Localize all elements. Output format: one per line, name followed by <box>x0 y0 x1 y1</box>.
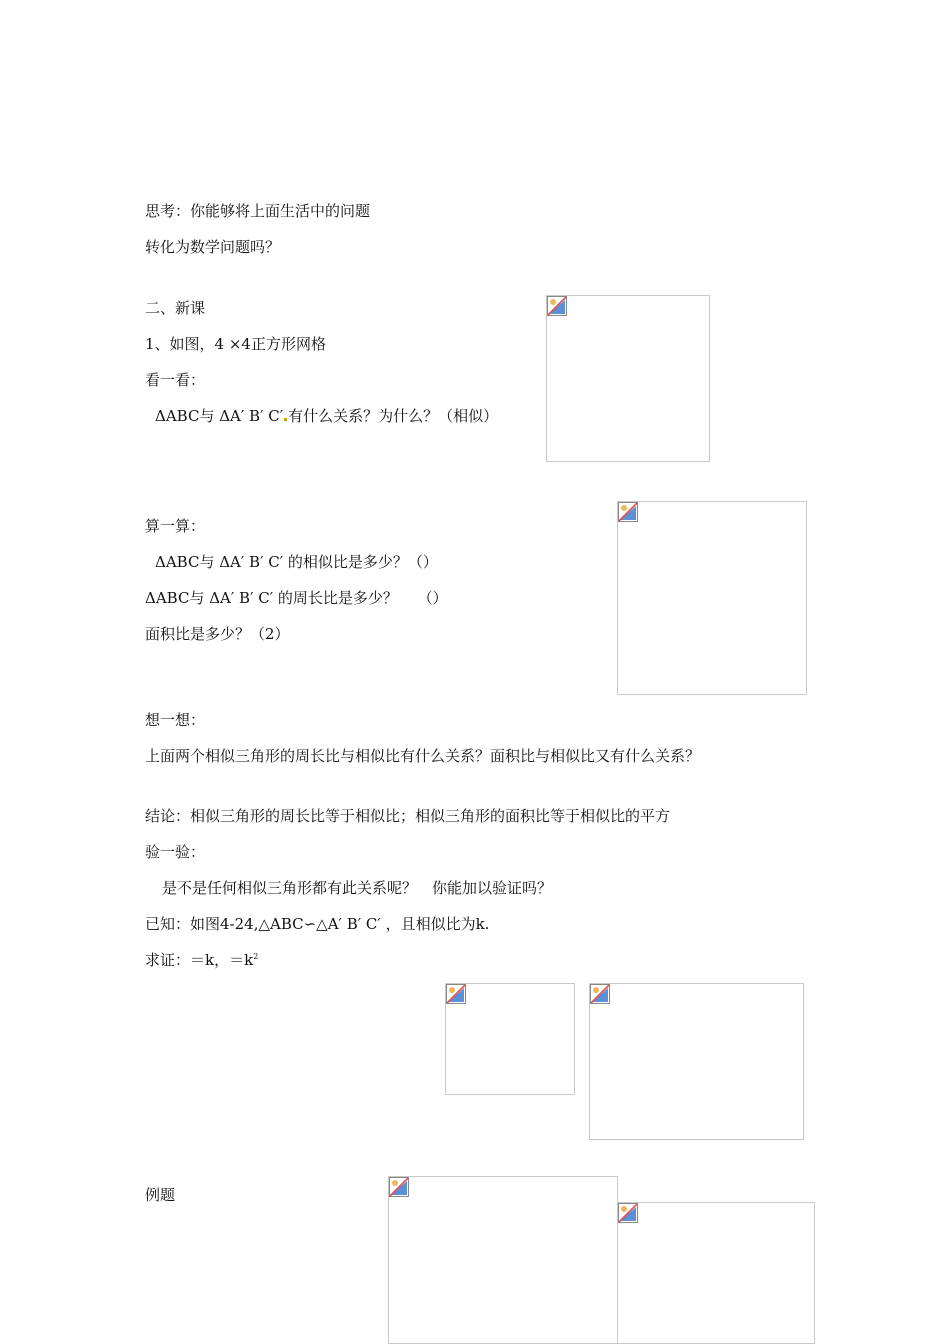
broken-image-icon <box>590 984 610 1004</box>
grid-item-1: 1、如图，4 ×4正方形网格 <box>145 335 326 353</box>
compute-label: 算一算： <box>145 517 206 535</box>
conclusion: 结论：相似三角形的周长比等于相似比；相似三角形的面积比等于相似比的平方 <box>145 807 671 825</box>
marker-dot <box>284 418 287 421</box>
section-heading-new-lesson: 二、新课 <box>145 299 206 317</box>
look-label: 看一看： <box>145 371 206 389</box>
broken-image-icon <box>547 296 567 316</box>
compute-question-3: 面积比是多少？（2） <box>145 625 290 643</box>
broken-image-icon <box>389 1177 409 1197</box>
prove-statement <box>145 950 258 970</box>
verify-question: 是不是任何相似三角形都有此关系呢？ 你能加以验证吗？ <box>162 879 553 897</box>
given-statement: 已知：如图4-24,△ABC∽△A′ B′ C′ ，且相似比为k. <box>145 915 490 933</box>
ponder-label: 想一想： <box>145 711 206 729</box>
look-question-part1: ΔABC与 ΔA′ B′ C′ <box>155 407 284 425</box>
look-question <box>155 406 498 426</box>
ponder-question: 上面两个相似三角形的周长比与相似比有什么关系？面积比与相似比又有什么关系？ <box>145 747 701 765</box>
compute-question-2: ΔABC与 ΔA′ B′ C′ 的周长比是多少？ （） <box>145 589 448 607</box>
image-proof-figure-1 <box>445 983 575 1095</box>
think-line-2: 转化为数学问题吗？ <box>145 238 281 256</box>
image-triangles-figure <box>617 501 807 695</box>
verify-label: 验一验： <box>145 843 206 861</box>
image-example-figure-2 <box>617 1202 815 1344</box>
prove-text: 求证：＝k，＝k <box>145 951 254 969</box>
compute-question-1: ΔABC与 ΔA′ B′ C′ 的相似比是多少？（） <box>155 553 438 571</box>
image-example-figure-1 <box>388 1176 618 1344</box>
look-question-part2: 有什么关系？为什么？（相似） <box>288 407 499 425</box>
broken-image-icon <box>446 984 466 1004</box>
broken-image-icon <box>618 1203 638 1223</box>
image-proof-figure-2 <box>589 983 804 1140</box>
image-grid-figure <box>546 295 710 462</box>
broken-image-icon <box>618 502 638 522</box>
think-line-1: 思考：你能够将上面生活中的问题 <box>145 202 371 220</box>
example-label: 例题 <box>145 1186 176 1204</box>
prove-exponent: 2 <box>253 952 259 961</box>
